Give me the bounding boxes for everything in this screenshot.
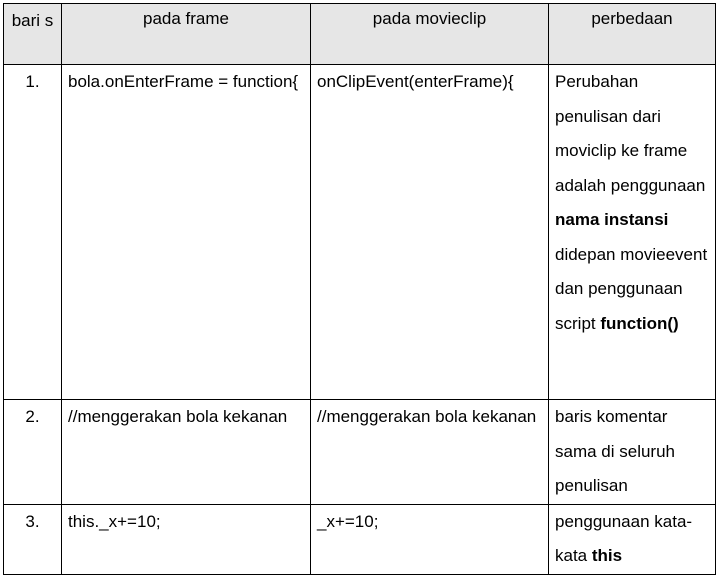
difference-bold-text: this (591, 546, 623, 565)
row-number: 3. (4, 504, 62, 574)
row-number: 1. (4, 65, 62, 400)
row-number: 2. (4, 400, 62, 505)
difference-bold-text: function() (600, 313, 679, 333)
difference-bold-text: nama instansi (555, 210, 669, 229)
header-row (4, 4, 716, 65)
header-pada-movieclip: pada movieclip (311, 4, 549, 65)
difference-cell (549, 504, 716, 574)
header-perbedaan: perbedaan (549, 4, 716, 65)
movieclip-code-cell: _x+=10; (311, 504, 549, 574)
table-row (4, 504, 716, 574)
frame-code-cell: bola.onEnterFrame = function{ (62, 65, 311, 400)
table-row (4, 400, 716, 505)
code-comparison-table (3, 3, 716, 575)
frame-code-cell: //menggerakan bola kekanan (62, 400, 311, 505)
header-baris: bari s (4, 4, 62, 65)
table-row (4, 65, 716, 400)
frame-code-cell: this._x+=10; (62, 504, 311, 574)
movieclip-code-cell: //menggerakan bola kekanan (311, 400, 549, 505)
difference-text: Perubahan penulisan dari moviclip ke frame adalah penggunaan (555, 72, 706, 195)
header-pada-frame: pada frame (62, 4, 311, 65)
difference-text: didepan movieevent dan penggunaan script (555, 244, 708, 333)
difference-cell (549, 65, 716, 400)
difference-text: baris komentar sama di seluruh penulisan (555, 407, 676, 495)
difference-cell (549, 400, 716, 505)
movieclip-code-cell: onClipEvent(enterFrame){ (311, 65, 549, 400)
difference-text: penggunaan kata-kata (555, 511, 693, 565)
